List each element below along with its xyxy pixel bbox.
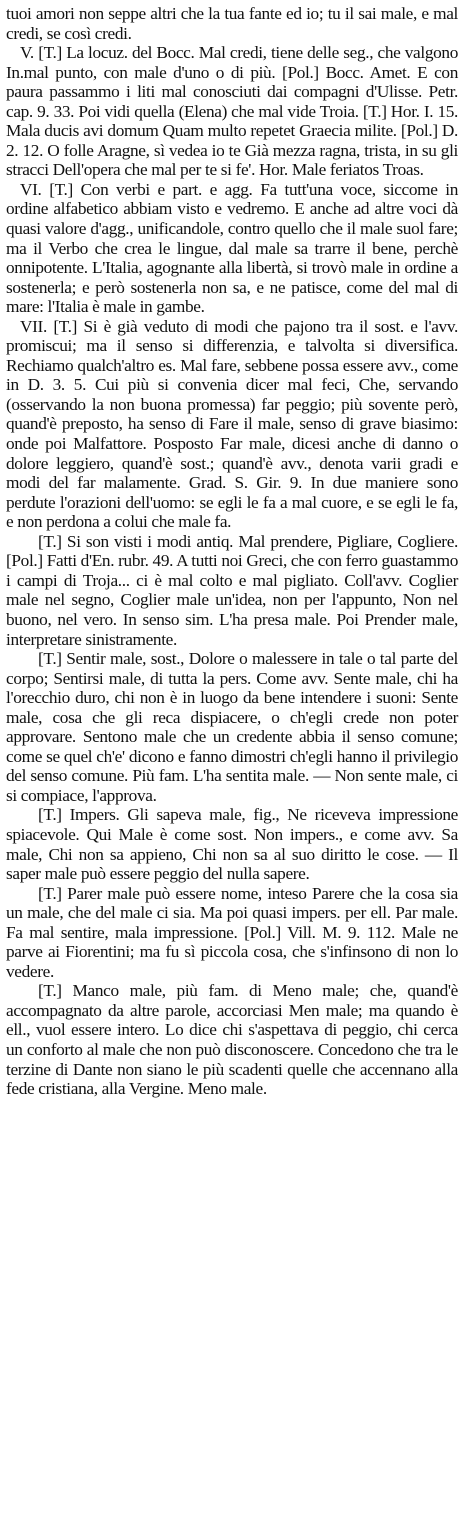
- section-v: V. [T.] La locuz. del Bocc. Mal credi, tiene delle seg., che valgono In.mal punto, con male d'uno o di più. [Pol.] Bocc. Amet. E con paura passammo i liti mal conosciuti dai compagni d'Ulisse. Petr. cap. 9. 33. Poi vidi quella (Elena) che mal vide Troia. [T.] Hor. I. 15. Mala ducis avi domum Quam multo repetet Graecia milite. [Pol.] D. 2. 12. O folle Aragne, sì vedea io te Già mezza ragna, trista, in su gli stracci Dell'opera che mal per te si fe'. Hor. Male feriatos Troas.: [6, 43, 458, 180]
- entry-continuation: tuoi amori non seppe altri che la tua fante ed io; tu il sai male, e mal credi, se così credi.: [6, 4, 458, 43]
- paragraph-manco-male: [T.] Manco male, più fam. di Meno male; che, quand'è accompagnato da altre parole, accorciasi Men male; ma quando è ell., vuol essere intero. Lo dice chi s'aspettava di peggio, chi cerca un conforto al male che non può disconoscere. Concedono che tra le terzine di Dante non siano le più scadenti quelle che accennano alla fede cristiana, alla Vergine. Meno male.: [6, 981, 458, 1099]
- paragraph-sentir-male: [T.] Sentir male, sost., Dolore o malessere in tale o tal parte del corpo; Sentirsi male, di tutta la pers. Come avv. Sente male, chi ha l'orecchio duro, chi non è in luogo da bene intendere i suoni: Sente male, cosa che gli reca dispiacere, o ch'egli crede non poter approvare. Sentono male che un credente abbia il senso comune; come se quel ch'e' dicono e fanno dimostri ch'egli hanno il privilegio del senso comune. Più fam. L'ha sentita male. — Non sente male, ci si compiace, l'approva.: [6, 649, 458, 805]
- paragraph-modi-antiq: [T.] Si son visti i modi antiq. Mal prendere, Pigliare, Cogliere. [Pol.] Fatti d'En. rubr. 49. A tutti noi Greci, che con ferro guastammo i campi di Troja... ci è mal colto e mal pigliato. Coll'avv. Coglier male nel segno, Coglier male un'idea, non per l'appunto, Non nel buono, nel vero. In senso sim. L'ha presa male. Poi Prender male, interpretare sinistramente.: [6, 531, 458, 649]
- paragraph-parer-male: [T.] Parer male può essere nome, inteso Parere che la cosa sia un male, che del male ci sia. Ma poi quasi impers. per ell. Par male. Fa mal sentire, mala impressione. [Pol.] Vill. M. 9. 112. Male ne parve ai Fiorentini; ma fu sì piccola cosa, che s'infinsono di non lo vedere.: [6, 883, 458, 981]
- paragraph-impers: [T.] Impers. Gli sapeva male, fig., Ne riceveva impressione spiacevole. Qui Male è come sost. Non impers., e come avv. Sa male, Chi non sa appieno, Chi non sa al suo diritto le cose. — Il saper male può essere peggio del nulla sapere.: [6, 805, 458, 884]
- section-vi: VI. [T.] Con verbi e part. e agg. Fa tutt'una voce, siccome in ordine alfabetico abbiam visto e vedremo. E anche ad altre voci dà quasi valore d'agg., unificandole, contro quello che il male suol fare; ma il Verbo che crea le lingue, dal male sa trarre il bene, perchè onnipotente. L'Italia, agognante alla libertà, si trovò male in ordine a sostenerla; e però sostenerla non sa, e ne patisce, come del mal di mare: l'Italia è male in gambe.: [6, 179, 458, 317]
- section-vii: VII. [T.] Si è già veduto di modi che pajono tra il sost. e l'avv. promiscui; ma il senso si differenzia, e talvolta si diversifica. Rechiamo qualch'altro es. Mal fare, sebbene possa essere avv., come in D. 3. 5. Cui più si convenia dicer mal feci, Che, servando (osservando la non buona promessa) far peggio; più sovente però, quand'è preposto, ha senso di Fare il male, senso di grave biasimo: onde poi Malfattore. Posposto Far male, dicesi anche di danno o dolore leggiero, quand'è sost.; quand'è avv., denota varii gradi e modi del far malamente. Grad. S. Gir. 9. In due maniere sono perdute l'orazioni dell'uomo: se egli le fa a mal cuore, e se egli le fa, e non perdona a colui che male fa.: [6, 316, 458, 532]
